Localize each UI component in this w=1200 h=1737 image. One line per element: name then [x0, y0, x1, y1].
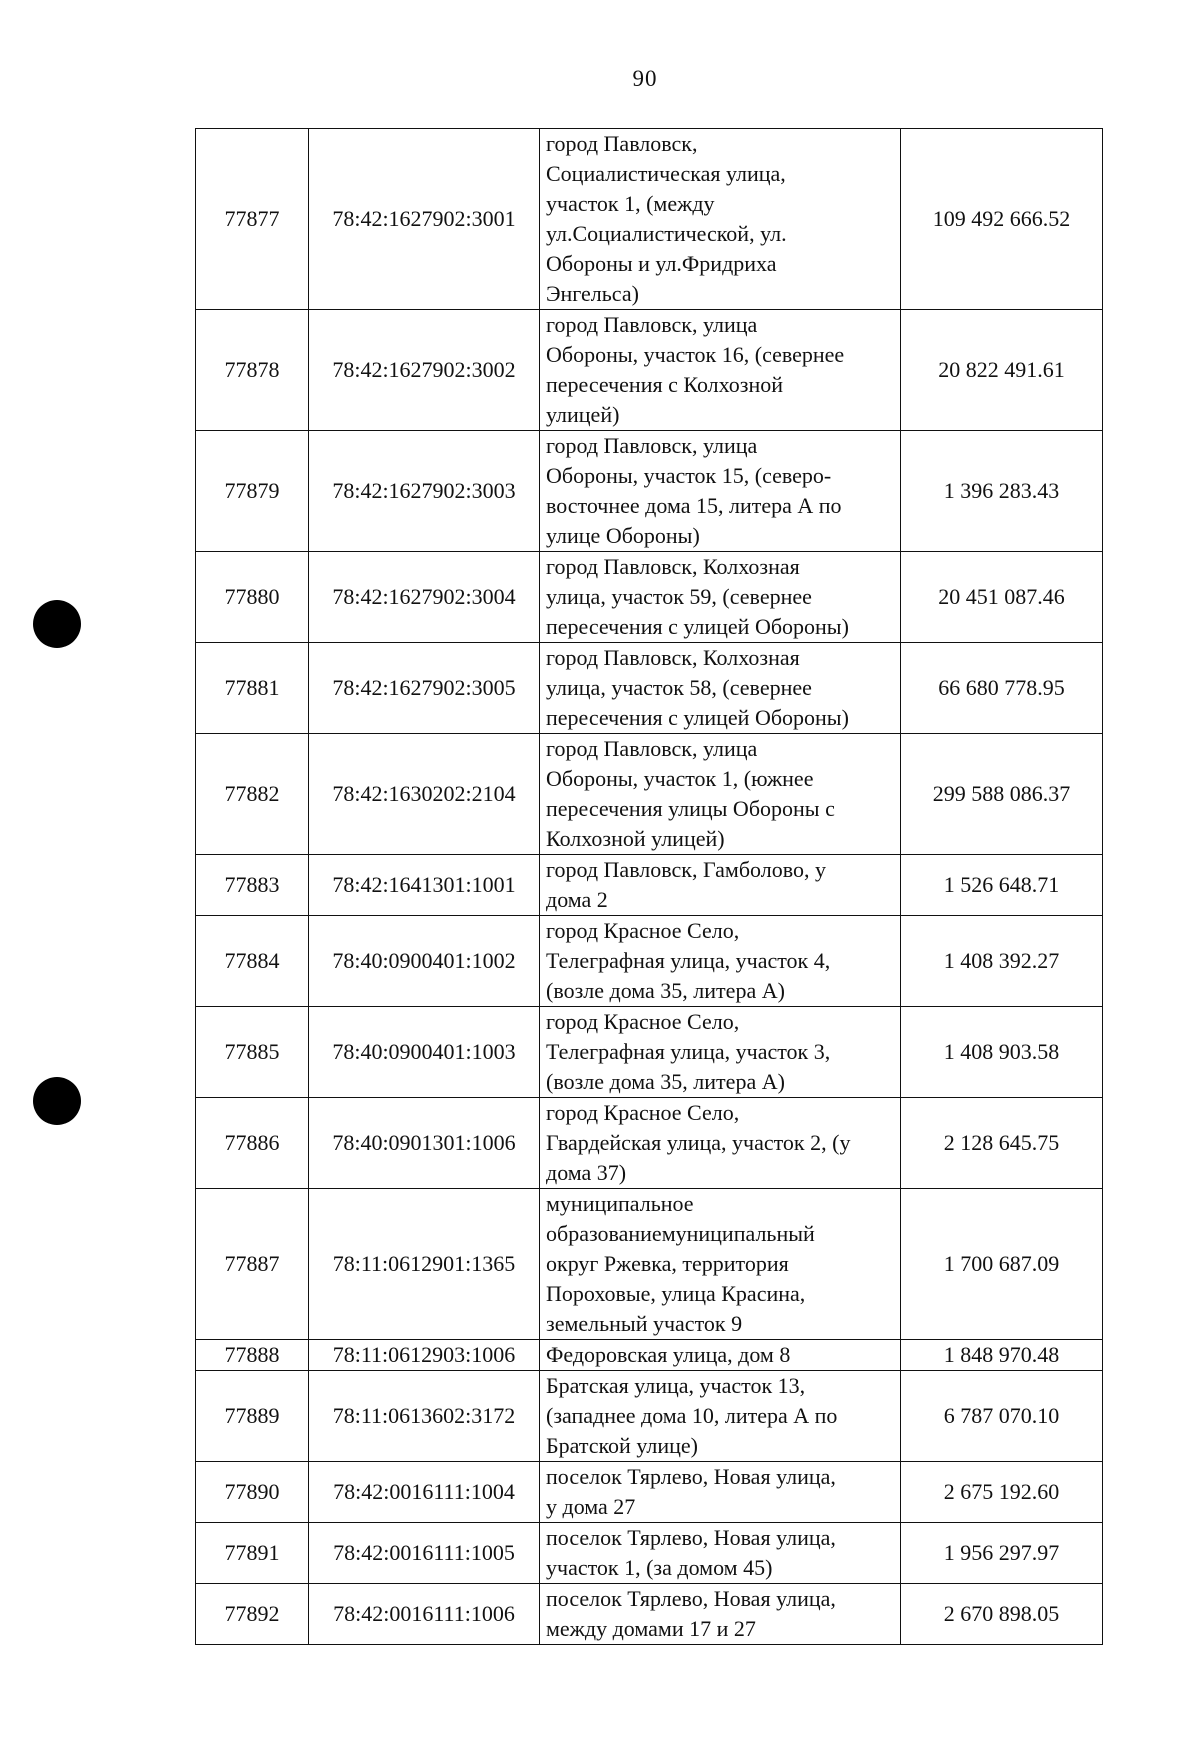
table-row: [196, 855, 1103, 916]
table-row: [196, 310, 1103, 431]
record-number: 77886: [196, 1098, 309, 1189]
cadastral-number: 78:42:1627902:3004: [309, 552, 540, 643]
record-number: 77882: [196, 734, 309, 855]
cadastral-number: 78:42:1627902:3001: [309, 129, 540, 310]
address-line: между домами 17 и 27: [546, 1616, 756, 1641]
address-line: улице Обороны): [546, 523, 700, 548]
cadastral-value: 1 408 392.27: [901, 916, 1103, 1007]
punch-hole-mark: [33, 600, 81, 648]
cadastral-number: 78:40:0901301:1006: [309, 1098, 540, 1189]
address-line: (западнее дома 10, литера А по: [546, 1403, 838, 1428]
cadastral-number: 78:11:0612901:1365: [309, 1189, 540, 1340]
address-cell: [540, 129, 901, 310]
address-cell: [540, 1371, 901, 1462]
address-cell: [540, 1462, 901, 1523]
cadastral-value-table: [195, 128, 1103, 1645]
address-cell: [540, 431, 901, 552]
cadastral-number: 78:11:0612903:1006: [309, 1340, 540, 1371]
table-row: [196, 1007, 1103, 1098]
address-cell: [540, 734, 901, 855]
table-row: [196, 916, 1103, 1007]
address-line: город Павловск, улица: [546, 736, 758, 761]
address-line: Обороны и ул.Фридриха: [546, 251, 777, 276]
table-row: [196, 1584, 1103, 1645]
address-line: город Павловск, улица: [546, 433, 758, 458]
table-row: [196, 1371, 1103, 1462]
record-number: 77879: [196, 431, 309, 552]
address-line: улицей): [546, 402, 620, 427]
table-row: [196, 1462, 1103, 1523]
address-line: Колхозной улицей): [546, 826, 725, 851]
cadastral-value: 1 700 687.09: [901, 1189, 1103, 1340]
address-line: город Павловск,: [546, 131, 698, 156]
address-line: поселок Тярлево, Новая улица,: [546, 1525, 836, 1550]
record-number: 77889: [196, 1371, 309, 1462]
page-number: 90: [632, 66, 658, 91]
address-line: участок 1, (за домом 45): [546, 1555, 773, 1580]
cadastral-value: 2 675 192.60: [901, 1462, 1103, 1523]
address-line: округ Ржевка, территория: [546, 1251, 789, 1276]
record-number: 77878: [196, 310, 309, 431]
address-line: пересечения с улицей Обороны): [546, 705, 849, 730]
address-cell: [540, 552, 901, 643]
address-line: пересечения с улицей Обороны): [546, 614, 849, 639]
address-line: Братская улица, участок 13,: [546, 1373, 806, 1398]
cadastral-number: 78:42:1630202:2104: [309, 734, 540, 855]
record-number: 77880: [196, 552, 309, 643]
cadastral-value: 1 408 903.58: [901, 1007, 1103, 1098]
cadastral-number: 78:40:0900401:1003: [309, 1007, 540, 1098]
address-line: пересечения с Колхозной: [546, 372, 784, 397]
address-line: город Павловск, Колхозная: [546, 554, 800, 579]
address-line: Социалистическая улица,: [546, 161, 786, 186]
address-line: восточнее дома 15, литера А по: [546, 493, 842, 518]
address-line: Пороховые, улица Красина,: [546, 1281, 806, 1306]
address-line: Обороны, участок 15, (северо-: [546, 463, 832, 488]
address-cell: [540, 643, 901, 734]
cadastral-number: 78:42:0016111:1006: [309, 1584, 540, 1645]
address-line: Гвардейская улица, участок 2, (у: [546, 1130, 851, 1155]
cadastral-value: 109 492 666.52: [901, 129, 1103, 310]
address-line: Энгельса): [546, 281, 639, 306]
cadastral-value: 1 848 970.48: [901, 1340, 1103, 1371]
address-cell: [540, 1007, 901, 1098]
address-line: муниципальное: [546, 1191, 694, 1216]
cadastral-number: 78:42:1627902:3003: [309, 431, 540, 552]
table-row: [196, 431, 1103, 552]
cadastral-number: 78:42:1641301:1001: [309, 855, 540, 916]
cadastral-value: 1 396 283.43: [901, 431, 1103, 552]
address-line: Обороны, участок 1, (южнее: [546, 766, 814, 791]
address-line: Федоровская улица, дом 8: [546, 1342, 791, 1367]
address-line: Обороны, участок 16, (севернее: [546, 342, 845, 367]
cadastral-number: 78:42:0016111:1005: [309, 1523, 540, 1584]
address-line: улица, участок 58, (севернее: [546, 675, 812, 700]
address-cell: [540, 916, 901, 1007]
address-line: поселок Тярлево, Новая улица,: [546, 1586, 836, 1611]
record-number: 77891: [196, 1523, 309, 1584]
address-line: город Красное Село,: [546, 918, 740, 943]
cadastral-value: 20 451 087.46: [901, 552, 1103, 643]
table-row: [196, 1189, 1103, 1340]
address-cell: [540, 1098, 901, 1189]
address-line: ул.Социалистической, ул.: [546, 221, 787, 246]
record-number: 77883: [196, 855, 309, 916]
record-number: 77881: [196, 643, 309, 734]
cadastral-value: 6 787 070.10: [901, 1371, 1103, 1462]
record-number: 77892: [196, 1584, 309, 1645]
address-line: дома 2: [546, 887, 608, 912]
address-line: (возле дома 35, литера А): [546, 1069, 785, 1094]
address-line: город Павловск, улица: [546, 312, 758, 337]
cadastral-value: 20 822 491.61: [901, 310, 1103, 431]
record-number: 77877: [196, 129, 309, 310]
table-row: [196, 129, 1103, 310]
cadastral-number: 78:40:0900401:1002: [309, 916, 540, 1007]
record-number: 77887: [196, 1189, 309, 1340]
cadastral-number: 78:42:1627902:3002: [309, 310, 540, 431]
address-line: город Павловск, Гамболово, у: [546, 857, 826, 882]
table-row: [196, 643, 1103, 734]
address-line: поселок Тярлево, Новая улица,: [546, 1464, 836, 1489]
address-cell: [540, 1340, 901, 1371]
cadastral-value: 1 956 297.97: [901, 1523, 1103, 1584]
address-line: земельный участок 9: [546, 1311, 743, 1336]
cadastral-value: 2 128 645.75: [901, 1098, 1103, 1189]
record-number: 77890: [196, 1462, 309, 1523]
address-line: образованиемуниципальный: [546, 1221, 815, 1246]
address-line: пересечения улицы Обороны с: [546, 796, 835, 821]
punch-hole-mark: [33, 1077, 81, 1125]
address-line: Телеграфная улица, участок 3,: [546, 1039, 831, 1064]
table-row: [196, 734, 1103, 855]
table-row: [196, 1098, 1103, 1189]
cadastral-value: 299 588 086.37: [901, 734, 1103, 855]
cadastral-number: 78:42:0016111:1004: [309, 1462, 540, 1523]
cadastral-value: 66 680 778.95: [901, 643, 1103, 734]
address-line: улица, участок 59, (севернее: [546, 584, 812, 609]
address-line: у дома 27: [546, 1494, 636, 1519]
table-row: [196, 552, 1103, 643]
cadastral-number: 78:11:0613602:3172: [309, 1371, 540, 1462]
cadastral-value: 1 526 648.71: [901, 855, 1103, 916]
address-line: город Красное Село,: [546, 1100, 740, 1125]
record-number: 77884: [196, 916, 309, 1007]
address-cell: [540, 1523, 901, 1584]
address-line: дома 37): [546, 1160, 627, 1185]
address-line: город Павловск, Колхозная: [546, 645, 800, 670]
cadastral-number: 78:42:1627902:3005: [309, 643, 540, 734]
address-line: Телеграфная улица, участок 4,: [546, 948, 831, 973]
address-line: (возле дома 35, литера А): [546, 978, 785, 1003]
table-row: [196, 1523, 1103, 1584]
table-body: [196, 129, 1103, 1645]
address-line: Братской улице): [546, 1433, 698, 1458]
address-cell: [540, 310, 901, 431]
address-cell: [540, 855, 901, 916]
record-number: 77885: [196, 1007, 309, 1098]
address-line: участок 1, (между: [546, 191, 715, 216]
record-number: 77888: [196, 1340, 309, 1371]
address-cell: [540, 1584, 901, 1645]
address-cell: [540, 1189, 901, 1340]
address-line: город Красное Село,: [546, 1009, 740, 1034]
table-row: [196, 1340, 1103, 1371]
cadastral-value: 2 670 898.05: [901, 1584, 1103, 1645]
